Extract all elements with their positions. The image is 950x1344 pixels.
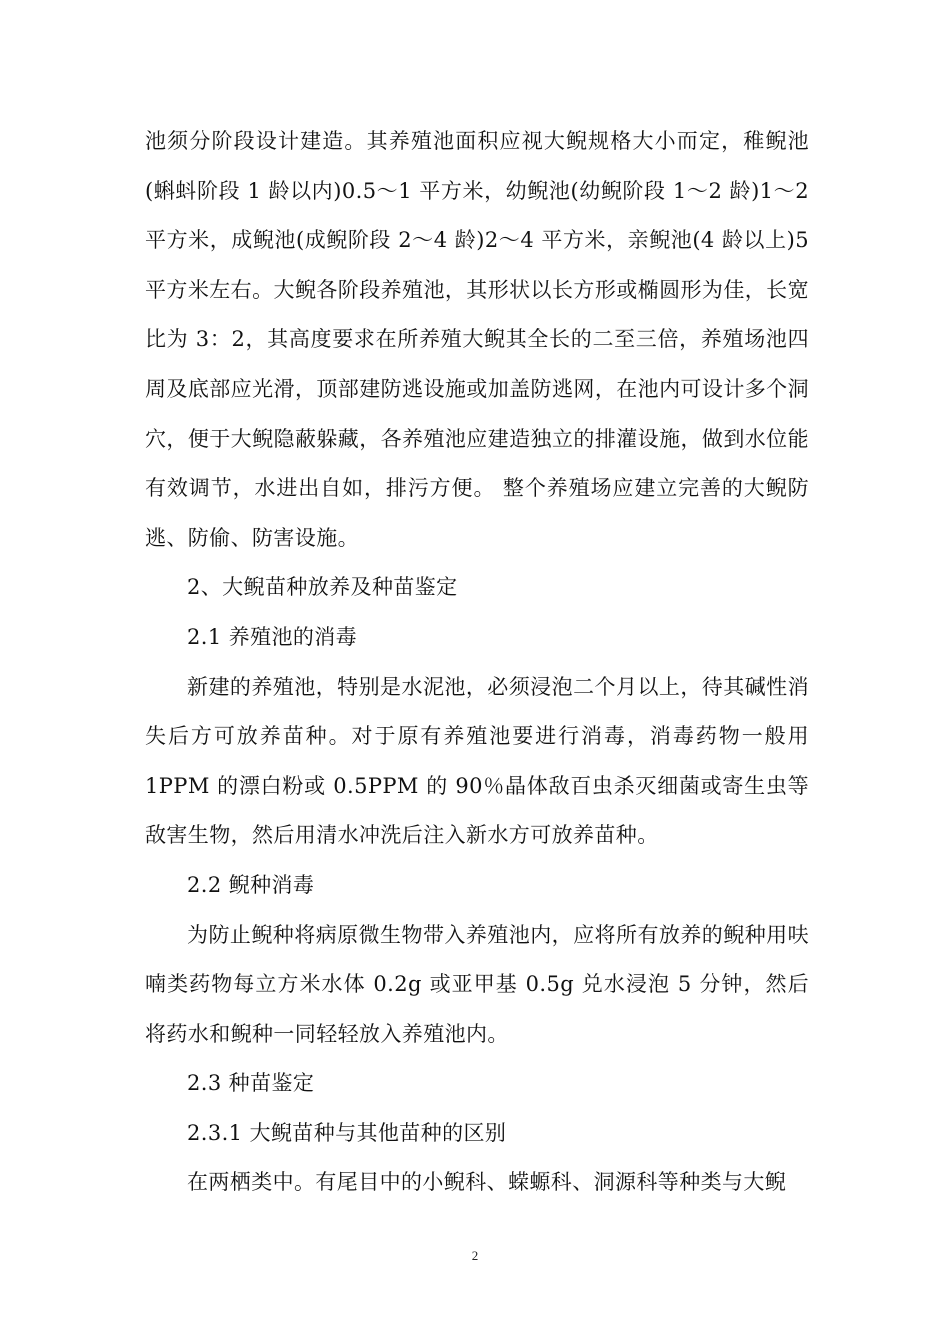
paragraph-pond-design: 池须分阶段设计建造。其养殖池面积应视大鲵规格大小而定，稚鲵池(蝌蚪阶段 1 龄以内)0.5～1 平方米，幼鲵池(幼鲵阶段 1～2 龄)1～2 平方米，成鲵池(成鲵阶段 2～4 龄)2～4 平方米，亲鲵池(4 龄以上)5 平方米左右。大鲵各阶段养殖池，其形状以长方形或椭圆形为佳，长宽比为 3：2，其高度要求在所养殖大鲵其全长的二至三倍，养殖场池四周及底部应光滑，顶部建防逃设施或加盖防逃网，在池内可设计多个洞穴，便于大鲵隐蔽躲藏，各养殖池应建造独立的排灌设施，做到水位能有效调节，水进出自如，排污方便。 整个养殖场应建立完善的大鲵防逃、防偷、防害设施。 bbox=[145, 129, 809, 550]
heading-section-2-3-1: 2.3.1 大鲵苗种与其他苗种的区别 bbox=[187, 1120, 507, 1145]
document-body bbox=[145, 117, 809, 1208]
heading-section-2-1: 2.1 养殖池的消毒 bbox=[187, 624, 358, 649]
heading-section-2: 2、大鲵苗种放养及种苗鉴定 bbox=[187, 575, 458, 600]
paragraph-seedling-disinfection: 为防止鲵种将病原微生物带入养殖池内，应将所有放养的鲵种用呋喃类药物每立方米水体 0.2g 或亚甲基 0.5g 兑水浸泡 5 分钟，然后将药水和鲵种一同轻轻放入养殖池内。 bbox=[145, 922, 809, 1046]
heading-section-2-2: 2.2 鲵种消毒 bbox=[187, 872, 315, 897]
page-number: 2 bbox=[471, 1248, 479, 1263]
paragraph-pond-disinfection: 新建的养殖池，特别是水泥池，必须浸泡二个月以上，待其碱性消失后方可放养苗种。对于原有养殖池要进行消毒，消毒药物一般用 1PPM 的漂白粉或 0.5PPM 的 90％晶体敌百虫杀灭细菌或寄生虫等敌害生物，然后用清水冲洗后注入新水方可放养苗种。 bbox=[145, 674, 809, 848]
paragraph-species-distinction: 在两栖类中。有尾目中的小鲵科、蝾螈科、洞源科等种类与大鲵 bbox=[187, 1170, 787, 1195]
heading-section-2-3: 2.3 种苗鉴定 bbox=[187, 1071, 315, 1096]
